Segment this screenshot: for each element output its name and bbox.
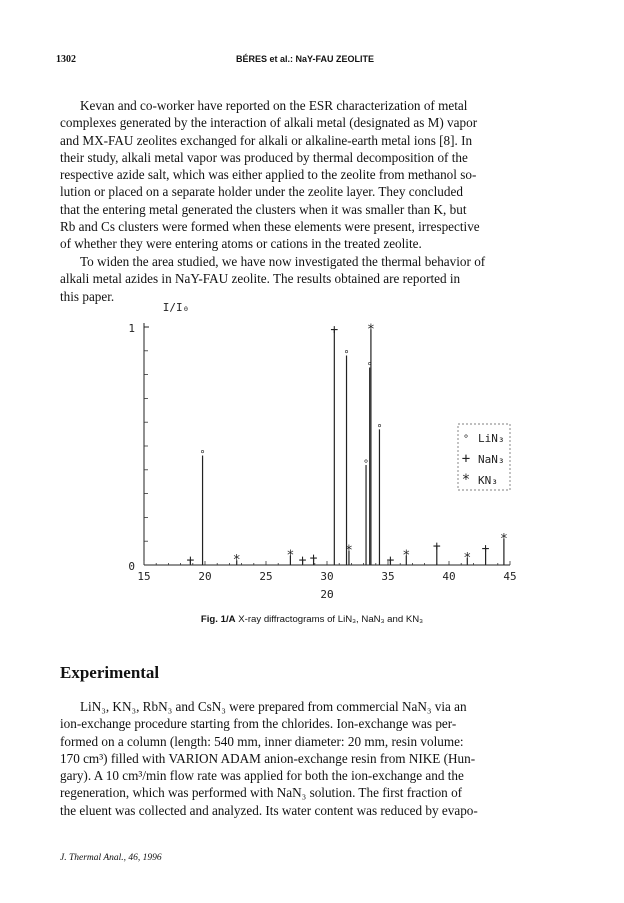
peak-marker: ° [343,349,350,361]
x-tick-label: 30 [320,570,334,583]
legend-label: NaN₃ [478,453,505,466]
para3-line: formed on a column (length: 540 mm, inner diameter: 20 mm, resin volume: [60,733,464,749]
peak-marker: + [481,541,490,557]
x-tick-label: 15 [137,570,151,583]
para1-line: of whether they were entering atoms or cations in the treated zeolite. [60,236,422,252]
peak-marker: + [330,322,339,338]
x-tick-label: 45 [503,570,517,583]
para1-line: lution or placed on a separate holder under the zeolite layer. They concluded [60,184,463,200]
para2-line: alkali metal azides in NaY-FAU zeolite. The results obtained are reported in [60,271,461,287]
peak-marker: + [432,538,441,554]
peak-marker: ° [363,459,370,471]
journal-footer: J. Thermal Anal., 46, 1996 [60,853,162,863]
figure-caption-text: X-ray diffractograms of LiN₃, NaN₃ and KN₃ [238,614,424,625]
para1-line: respective azide salt, which was either applied to the zeolite from methanol so- [60,167,477,183]
legend-label: KN₃ [478,474,498,487]
legend-marker: ° [462,434,470,445]
para3-line: ion-exchange procedure starting from the chlorides. Ion-exchange was per- [60,716,457,732]
para1-line: that the entering metal generated the clusters when it was smaller than K, but [60,201,467,217]
peak-marker: * [402,548,411,564]
para2-line: To widen the area studied, we have now investigated the thermal behavior of [80,254,486,269]
peak-marker: ° [366,361,373,373]
figure-caption [0,614,624,625]
para3-line: regeneration, which was performed with NaN₃ solution. The first fraction of [60,785,463,801]
para1-line: and MX-FAU zeolites exchanged for alkali or alkaline-earth metal ions [8]. In [60,132,473,148]
peak-marker: ° [376,423,383,435]
para3-line: the eluent was collected and analyzed. Its water content was reduced by evapo- [60,802,478,818]
legend-marker: * [461,472,471,488]
legend-label: LiN₃ [478,432,505,445]
legend-marker: + [461,451,471,467]
page-number: 1302 [56,54,76,65]
peak-marker: * [345,543,353,559]
para1-line: Kevan and co-worker have reported on the ESR characterization of metal [80,98,468,113]
y-axis-label: I/I₀ [162,301,190,314]
peak-marker: * [367,322,375,338]
para3-line: LiN₃, KN₃, RbN₃ and CsN₃ were prepared from commercial NaN₃ via an [80,699,467,714]
section-title: Experimental [60,663,160,682]
x-tick-label: 35 [381,570,395,583]
x-tick-label: 40 [442,570,456,583]
peak-marker: + [298,553,307,569]
para3-line: 170 cm³) filled with VARION ADAM anion-exchange resin from NIKE (Hun- [60,750,476,766]
peak-marker: * [463,550,472,566]
para1-line: complexes generated by the interaction of alkali metal (designated as M) vapor [60,115,478,131]
x-tick-label: 25 [259,570,273,583]
para3-line: gary). A 10 cm³/min flow rate was applied for both the ion-exchange and the [60,768,464,784]
para1-line: Rb and Cs clusters were formed when these elements were present, irrespective [60,219,480,235]
paragraph-3 [60,698,554,819]
peak-marker: + [386,553,395,569]
peak-marker: + [309,550,318,566]
running-title: BÉRES et al.: NaY-FAU ZEOLITE [236,54,375,64]
para1-line: their study, alkali metal vapor was produced by thermal decomposition of the [60,149,468,165]
y-tick-label-0: 0 [128,560,135,573]
y-tick-label-1: 1 [128,322,135,335]
peak-marker: * [286,548,295,564]
para2-line: this paper. [60,288,115,304]
peak-marker: * [499,531,508,547]
peak-marker: + [186,553,195,569]
x-axis-label: 2Θ [320,588,334,601]
x-tick-label: 20 [198,570,212,583]
peak-marker: ° [199,449,206,461]
figure-caption-label: Fig. 1/A [200,614,236,625]
peak-marker: * [232,553,241,569]
